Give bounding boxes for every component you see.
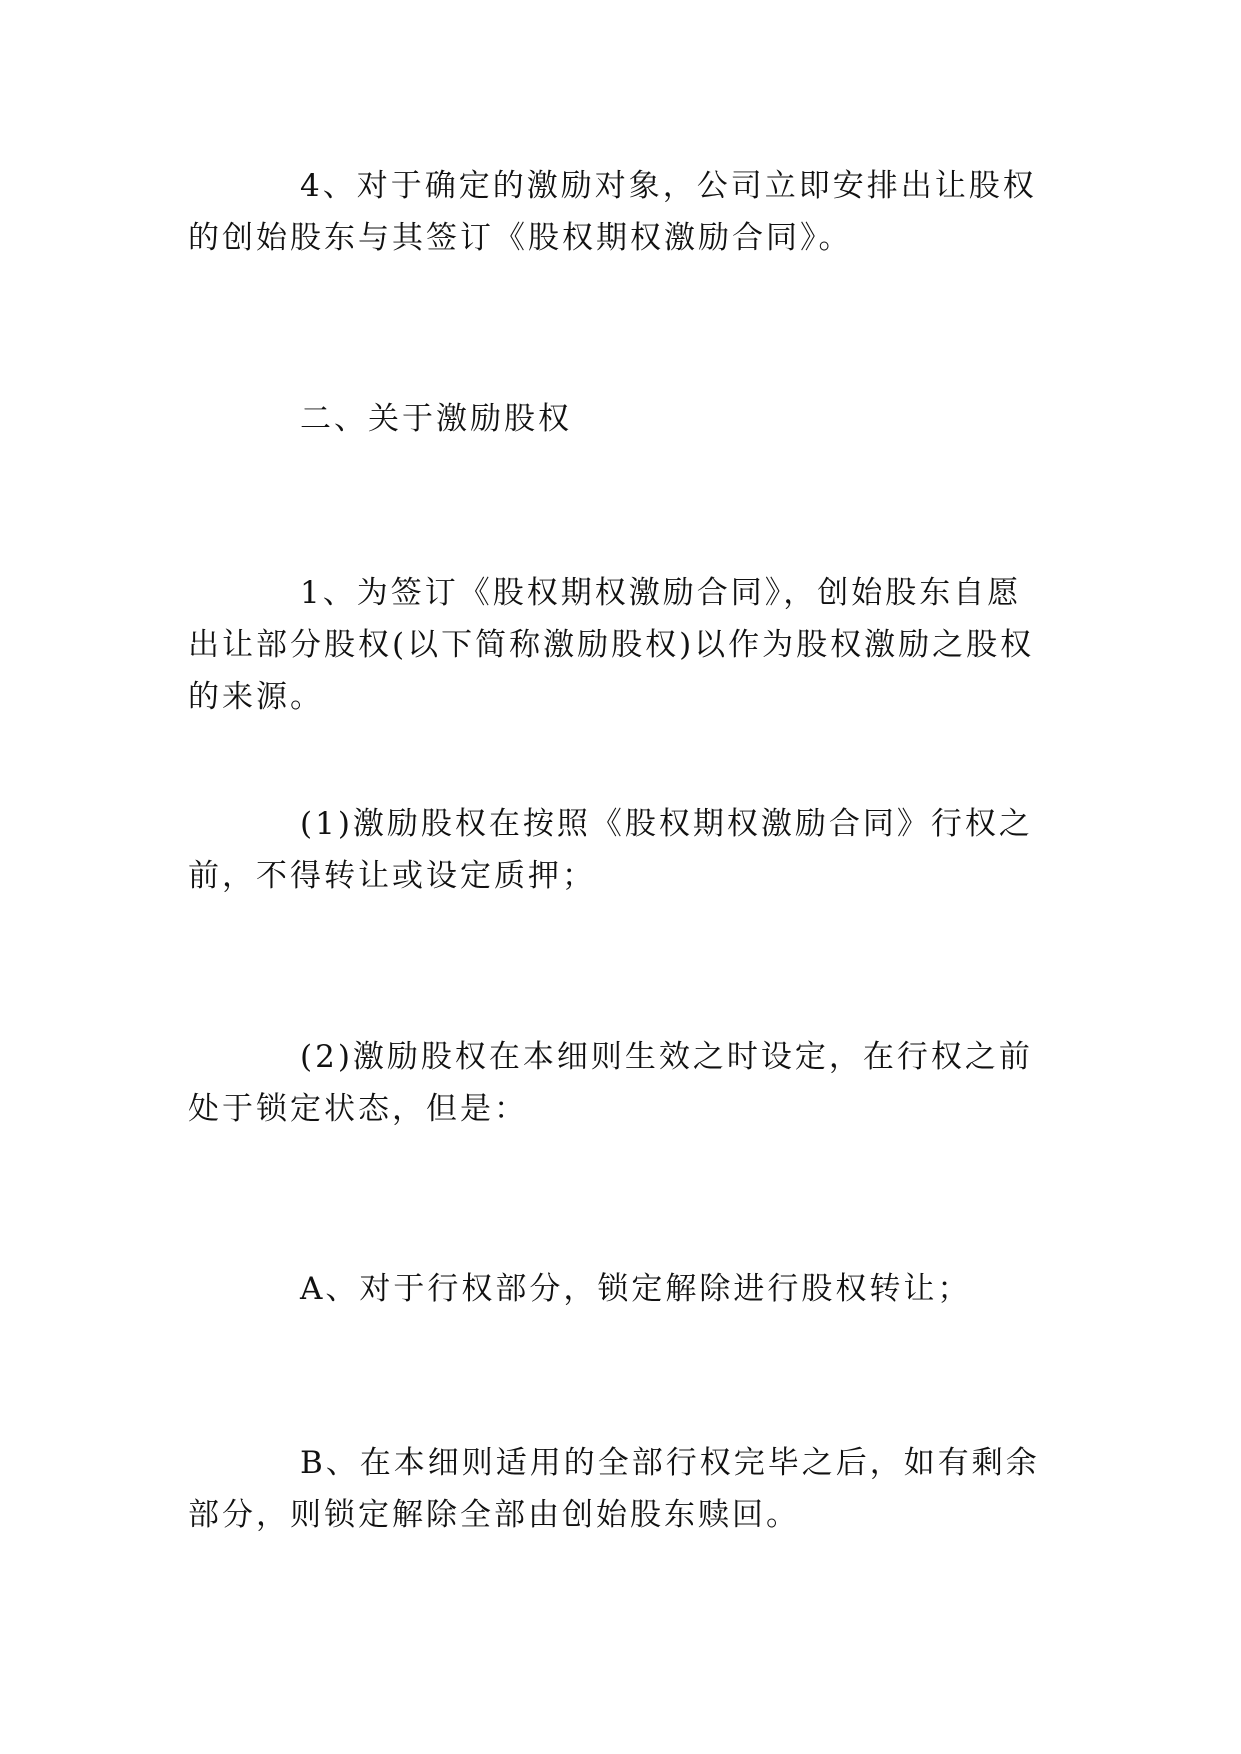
paragraph-incentive-contract: 4、对于确定的激励对象，公司立即安排出让股权的创始股东与其签订《股权期权激励合同》。 [188, 168, 1037, 256]
paragraph-transfer-restriction: (1)激励股权在按照《股权期权激励合同》行权之前，不得转让或设定质押； [188, 806, 1033, 894]
section-heading-incentive-equity: 二、关于激励股权 [300, 401, 572, 437]
paragraph-remaining-redemption: B、在本细则适用的全部行权完毕之后，如有剩余部分，则锁定解除全部由创始股东赎回。 [188, 1445, 1040, 1533]
paragraph-equity-source: 1、为签订《股权期权激励合同》，创始股东自愿出让部分股权(以下简称激励股权)以作为股权激励之股权的来源。 [188, 575, 1035, 715]
paragraph-exercise-unlock: A、对于行权部分，锁定解除进行股权转让； [300, 1271, 972, 1307]
paragraph-lock-status: (2)激励股权在本细则生效之时设定，在行权之前处于锁定状态，但是： [188, 1039, 1033, 1127]
